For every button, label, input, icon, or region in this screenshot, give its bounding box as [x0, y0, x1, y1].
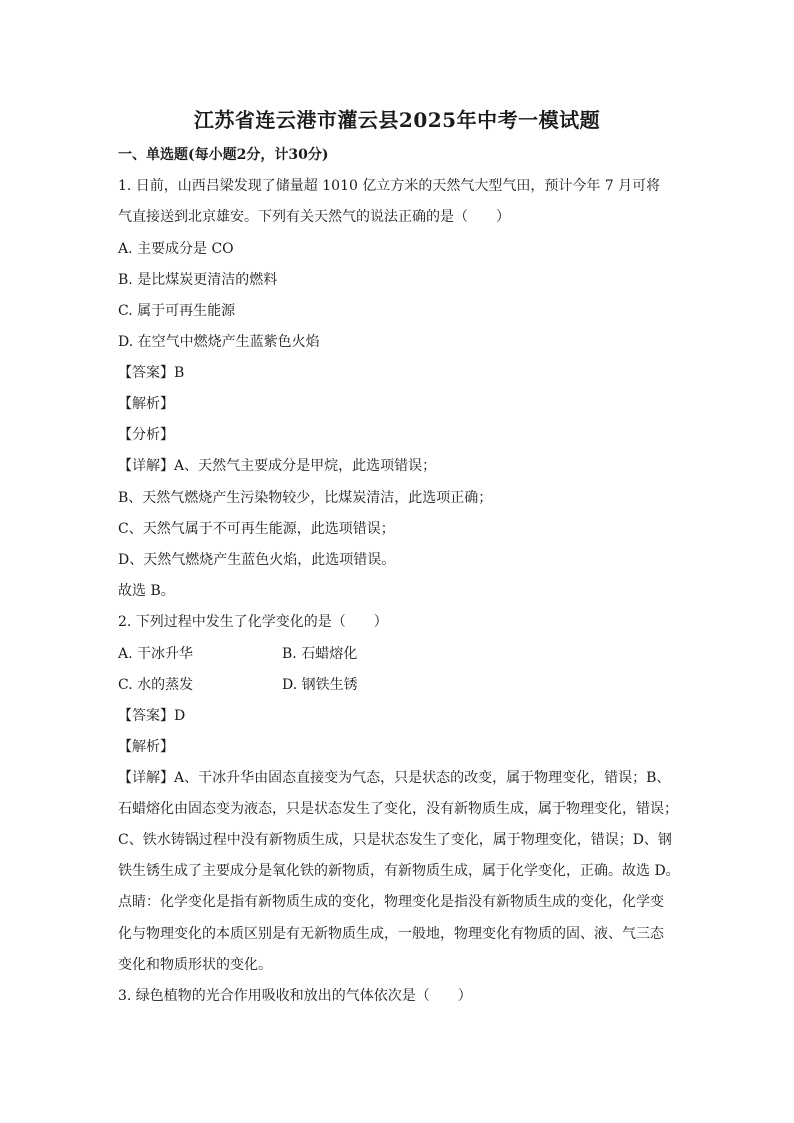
q1-option-b: B. 是比煤炭更清洁的燃料 — [118, 272, 278, 288]
q2-option-d: D. 钢铁生锈 — [282, 677, 358, 693]
q2-option-b: B. 石蜡熔化 — [282, 646, 358, 662]
q1-conclusion: 故选 B。 — [118, 583, 175, 599]
q1-option-d: D. 在空气中燃烧产生蓝紫色火焰 — [118, 334, 320, 350]
q2-stem: 2. 下列过程中发生了化学变化的是（ ） — [118, 614, 388, 630]
section-heading: 一、单选题(每小题2分，计30分) — [118, 147, 329, 163]
q1-detail-line3: C、天然气属于不可再生能源，此选项错误； — [118, 521, 395, 537]
q1-stem-line2: 气直接送到北京雄安。下列有关天然气的说法正确的是（ ） — [118, 209, 510, 225]
q1-detail-line1: 【详解】A、天然气主要成分是甲烷，此选项错误； — [118, 458, 437, 474]
q1-stem-line1: 1. 日前，山西吕梁发现了储量超 1010 亿立方米的天然气大型气田，预计今年 7 月可将 — [118, 178, 661, 194]
q1-option-a: A. 主要成分是 CO — [118, 241, 234, 257]
q2-note-line3: 变化和物质形状的变化。 — [118, 957, 272, 973]
q2-answer: 【答案】D — [118, 708, 186, 724]
q1-detail-line2: B、天然气燃烧产生污染物较少，比煤炭清洁，此选项正确； — [118, 490, 493, 506]
q3-stem: 3. 绿色植物的光合作用吸收和放出的气体依次是（ ） — [118, 988, 472, 1004]
q1-option-c: C. 属于可再生能源 — [118, 303, 236, 319]
q2-detail-line1: 【详解】A、干冰升华由固态直接变为气态，只是状态的改变，属于物理变化，错误；B、 — [118, 770, 671, 786]
q2-option-c: C. 水的蒸发 — [118, 677, 194, 693]
q1-fenxi-heading: 【分析】 — [118, 427, 174, 443]
q1-answer: 【答案】B — [118, 365, 185, 381]
q2-detail-line3: C、铁水铸锅过程中没有新物质生成，只是状态发生了变化，属于物理变化，错误；D、钢 — [118, 832, 672, 848]
q2-option-a: A. 干冰升华 — [118, 646, 194, 662]
q2-note-line1: 点睛：化学变化是指有新物质生成的变化，物理变化是指没有新物质生成的变化，化学变 — [118, 894, 664, 910]
q2-detail-line4: 铁生锈生成了主要成分是氧化铁的新物质，有新物质生成，属于化学变化，正确。故选 D。 — [118, 863, 680, 879]
page-title: 江苏省连云港市灌云县2025年中考一模试题 — [193, 108, 601, 132]
q1-detail-line4: D、天然气燃烧产生蓝色火焰，此选项错误。 — [118, 552, 396, 568]
q2-note-line2: 化与物理变化的本质区别是有无新物质生成，一般地，物理变化有物质的固、液、气三态 — [118, 926, 664, 942]
q2-analysis-heading: 【解析】 — [118, 739, 174, 755]
q1-analysis-heading: 【解析】 — [118, 396, 174, 412]
q2-detail-line2: 石蜡熔化由固态变为液态，只是状态发生了变化，没有新物质生成，属于物理变化，错误； — [118, 801, 678, 817]
